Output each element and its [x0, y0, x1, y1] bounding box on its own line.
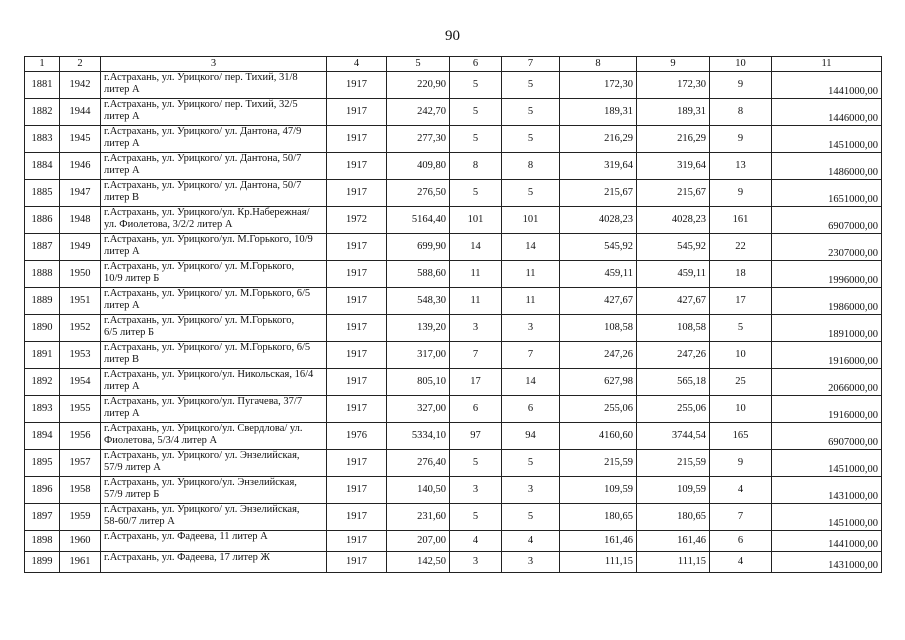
quantity-cell: 5 [450, 504, 502, 531]
row-number-cell: 1895 [25, 450, 60, 477]
area-cell: 409,80 [387, 153, 450, 180]
quantity-cell: 3 [450, 315, 502, 342]
cost-cell: 6907000,00 [772, 207, 882, 234]
address-cell: г.Астрахань, ул. Урицкого/ ул. Энзелийская, 58-60/7 литер А [101, 504, 327, 531]
address-cell: г.Астрахань, ул. Урицкого/ул. Свердлова/ ул. Фиолетова, 5/3/4 литер А [101, 423, 327, 450]
table-row [25, 288, 882, 315]
area-cell: 108,58 [637, 315, 710, 342]
table-row [25, 552, 882, 573]
count-cell: 25 [710, 369, 772, 396]
object-id-cell: 1959 [60, 504, 101, 531]
area-cell: 242,70 [387, 99, 450, 126]
object-id-cell: 1954 [60, 369, 101, 396]
area-cell: 317,00 [387, 342, 450, 369]
quantity-cell: 14 [502, 234, 560, 261]
count-cell: 165 [710, 423, 772, 450]
object-id-cell: 1946 [60, 153, 101, 180]
row-number-cell: 1890 [25, 315, 60, 342]
area-cell: 180,65 [637, 504, 710, 531]
column-header: 3 [101, 57, 327, 72]
area-cell: 247,26 [637, 342, 710, 369]
area-cell: 220,90 [387, 72, 450, 99]
count-cell: 13 [710, 153, 772, 180]
area-cell: 109,59 [560, 477, 637, 504]
address-cell: г.Астрахань, ул. Урицкого/ ул. Дантона, 47/9 литер А [101, 126, 327, 153]
quantity-cell: 8 [450, 153, 502, 180]
address-cell: г.Астрахань, ул. Урицкого/ул. Никольская, 16/4 литер А [101, 369, 327, 396]
table-row [25, 153, 882, 180]
quantity-cell: 5 [502, 72, 560, 99]
count-cell: 4 [710, 552, 772, 573]
cost-cell: 1451000,00 [772, 126, 882, 153]
object-id-cell: 1953 [60, 342, 101, 369]
area-cell: 172,30 [560, 72, 637, 99]
address-cell: г.Астрахань, ул. Фадеева, 11 литер А [101, 531, 327, 552]
quantity-cell: 14 [450, 234, 502, 261]
year-cell: 1917 [327, 72, 387, 99]
address-cell: г.Астрахань, ул. Урицкого/ ул. М.Горького, 6/5 литер В [101, 342, 327, 369]
area-cell: 565,18 [637, 369, 710, 396]
cost-cell: 6907000,00 [772, 423, 882, 450]
row-number-cell: 1899 [25, 552, 60, 573]
cost-cell: 1651000,00 [772, 180, 882, 207]
row-number-cell: 1896 [25, 477, 60, 504]
count-cell: 5 [710, 315, 772, 342]
year-cell: 1917 [327, 126, 387, 153]
quantity-cell: 11 [502, 261, 560, 288]
year-cell: 1917 [327, 504, 387, 531]
area-cell: 4160,60 [560, 423, 637, 450]
address-cell: г.Астрахань, ул. Урицкого/ ул. Энзелийская, 57/9 литер А [101, 450, 327, 477]
area-cell: 545,92 [637, 234, 710, 261]
table-row [25, 504, 882, 531]
count-cell: 10 [710, 342, 772, 369]
quantity-cell: 5 [502, 126, 560, 153]
count-cell: 18 [710, 261, 772, 288]
address-cell: г.Астрахань, ул. Урицкого/ул. Кр.Набережная/ ул. Фиолетова, 3/2/2 литер А [101, 207, 327, 234]
area-cell: 627,98 [560, 369, 637, 396]
object-id-cell: 1944 [60, 99, 101, 126]
count-cell: 9 [710, 180, 772, 207]
column-header: 11 [772, 57, 882, 72]
row-number-cell: 1881 [25, 72, 60, 99]
row-number-cell: 1886 [25, 207, 60, 234]
object-id-cell: 1952 [60, 315, 101, 342]
column-header: 10 [710, 57, 772, 72]
row-number-cell: 1893 [25, 396, 60, 423]
cost-cell: 1431000,00 [772, 552, 882, 573]
table-row [25, 423, 882, 450]
quantity-cell: 5 [450, 126, 502, 153]
area-cell: 142,50 [387, 552, 450, 573]
quantity-cell: 101 [450, 207, 502, 234]
row-number-cell: 1888 [25, 261, 60, 288]
quantity-cell: 5 [450, 450, 502, 477]
table-row [25, 315, 882, 342]
object-id-cell: 1961 [60, 552, 101, 573]
address-cell: г.Астрахань, ул. Урицкого/ул. Энзелийская, 57/9 литер Б [101, 477, 327, 504]
quantity-cell: 3 [450, 477, 502, 504]
count-cell: 9 [710, 72, 772, 99]
quantity-cell: 4 [450, 531, 502, 552]
cost-cell: 1451000,00 [772, 504, 882, 531]
row-number-cell: 1891 [25, 342, 60, 369]
quantity-cell: 11 [450, 288, 502, 315]
area-cell: 319,64 [637, 153, 710, 180]
area-cell: 108,58 [560, 315, 637, 342]
area-cell: 172,30 [637, 72, 710, 99]
area-cell: 255,06 [637, 396, 710, 423]
area-cell: 5334,10 [387, 423, 450, 450]
object-id-cell: 1955 [60, 396, 101, 423]
area-cell: 276,40 [387, 450, 450, 477]
year-cell: 1917 [327, 396, 387, 423]
object-id-cell: 1945 [60, 126, 101, 153]
quantity-cell: 8 [502, 153, 560, 180]
count-cell: 7 [710, 504, 772, 531]
year-cell: 1972 [327, 207, 387, 234]
area-cell: 805,10 [387, 369, 450, 396]
year-cell: 1917 [327, 450, 387, 477]
quantity-cell: 3 [502, 315, 560, 342]
table-row [25, 531, 882, 552]
area-cell: 5164,40 [387, 207, 450, 234]
object-id-cell: 1956 [60, 423, 101, 450]
year-cell: 1917 [327, 261, 387, 288]
row-number-cell: 1898 [25, 531, 60, 552]
area-cell: 4028,23 [637, 207, 710, 234]
header-row [25, 57, 882, 72]
table-row [25, 180, 882, 207]
quantity-cell: 5 [502, 450, 560, 477]
area-cell: 111,15 [560, 552, 637, 573]
area-cell: 545,92 [560, 234, 637, 261]
row-number-cell: 1894 [25, 423, 60, 450]
count-cell: 17 [710, 288, 772, 315]
quantity-cell: 5 [450, 180, 502, 207]
count-cell: 4 [710, 477, 772, 504]
object-id-cell: 1948 [60, 207, 101, 234]
table-row [25, 477, 882, 504]
object-id-cell: 1947 [60, 180, 101, 207]
object-id-cell: 1951 [60, 288, 101, 315]
column-header: 2 [60, 57, 101, 72]
quantity-cell: 4 [502, 531, 560, 552]
quantity-cell: 7 [450, 342, 502, 369]
area-cell: 255,06 [560, 396, 637, 423]
table-row [25, 369, 882, 396]
area-cell: 319,64 [560, 153, 637, 180]
quantity-cell: 5 [450, 72, 502, 99]
area-cell: 277,30 [387, 126, 450, 153]
address-cell: г.Астрахань, ул. Урицкого/ пер. Тихий, 32/5 литер А [101, 99, 327, 126]
quantity-cell: 6 [502, 396, 560, 423]
quantity-cell: 3 [502, 552, 560, 573]
area-cell: 231,60 [387, 504, 450, 531]
area-cell: 215,67 [637, 180, 710, 207]
year-cell: 1917 [327, 552, 387, 573]
area-cell: 189,31 [560, 99, 637, 126]
object-id-cell: 1942 [60, 72, 101, 99]
table-row [25, 99, 882, 126]
area-cell: 140,50 [387, 477, 450, 504]
object-id-cell: 1949 [60, 234, 101, 261]
cost-cell: 2307000,00 [772, 234, 882, 261]
row-number-cell: 1883 [25, 126, 60, 153]
area-cell: 216,29 [637, 126, 710, 153]
quantity-cell: 5 [502, 180, 560, 207]
area-cell: 4028,23 [560, 207, 637, 234]
quantity-cell: 11 [502, 288, 560, 315]
row-number-cell: 1889 [25, 288, 60, 315]
area-cell: 215,59 [637, 450, 710, 477]
quantity-cell: 94 [502, 423, 560, 450]
cost-cell: 1916000,00 [772, 396, 882, 423]
count-cell: 9 [710, 126, 772, 153]
row-number-cell: 1885 [25, 180, 60, 207]
object-id-cell: 1957 [60, 450, 101, 477]
quantity-cell: 7 [502, 342, 560, 369]
quantity-cell: 17 [450, 369, 502, 396]
address-cell: г.Астрахань, ул. Урицкого/ул. М.Горького, 10/9 литер А [101, 234, 327, 261]
area-cell: 247,26 [560, 342, 637, 369]
count-cell: 10 [710, 396, 772, 423]
quantity-cell: 14 [502, 369, 560, 396]
address-cell: г.Астрахань, ул. Урицкого/ ул. Дантона, 50/7 литер А [101, 153, 327, 180]
object-id-cell: 1960 [60, 531, 101, 552]
area-cell: 161,46 [637, 531, 710, 552]
area-cell: 111,15 [637, 552, 710, 573]
count-cell: 9 [710, 450, 772, 477]
cost-cell: 1891000,00 [772, 315, 882, 342]
year-cell: 1917 [327, 288, 387, 315]
row-number-cell: 1892 [25, 369, 60, 396]
column-header: 8 [560, 57, 637, 72]
address-cell: г.Астрахань, ул. Урицкого/ ул. Дантона, 50/7 литер В [101, 180, 327, 207]
table-row [25, 261, 882, 288]
area-cell: 207,00 [387, 531, 450, 552]
column-header: 7 [502, 57, 560, 72]
address-cell: г.Астрахань, ул. Урицкого/ ул. М.Горького, 6/5 литер А [101, 288, 327, 315]
count-cell: 6 [710, 531, 772, 552]
address-cell: г.Астрахань, ул. Урицкого/ пер. Тихий, 31/8 литер А [101, 72, 327, 99]
cost-cell: 1441000,00 [772, 72, 882, 99]
address-cell: г.Астрахань, ул. Фадеева, 17 литер Ж [101, 552, 327, 573]
row-number-cell: 1897 [25, 504, 60, 531]
quantity-cell: 5 [502, 99, 560, 126]
area-cell: 699,90 [387, 234, 450, 261]
row-number-cell: 1884 [25, 153, 60, 180]
row-number-cell: 1887 [25, 234, 60, 261]
area-cell: 215,59 [560, 450, 637, 477]
year-cell: 1917 [327, 315, 387, 342]
table-body [25, 72, 882, 573]
cost-cell: 1986000,00 [772, 288, 882, 315]
column-header: 1 [25, 57, 60, 72]
cost-cell: 1996000,00 [772, 261, 882, 288]
cost-cell: 1446000,00 [772, 99, 882, 126]
year-cell: 1917 [327, 531, 387, 552]
year-cell: 1917 [327, 234, 387, 261]
cost-cell: 2066000,00 [772, 369, 882, 396]
area-cell: 189,31 [637, 99, 710, 126]
area-cell: 588,60 [387, 261, 450, 288]
year-cell: 1917 [327, 99, 387, 126]
page-number: 90 [445, 28, 460, 44]
year-cell: 1976 [327, 423, 387, 450]
area-cell: 161,46 [560, 531, 637, 552]
table-row [25, 207, 882, 234]
area-cell: 548,30 [387, 288, 450, 315]
count-cell: 8 [710, 99, 772, 126]
table-row [25, 342, 882, 369]
area-cell: 327,00 [387, 396, 450, 423]
table-row [25, 396, 882, 423]
column-header: 9 [637, 57, 710, 72]
cost-cell: 1916000,00 [772, 342, 882, 369]
address-cell: г.Астрахань, ул. Урицкого/ул. Пугачева, 37/7 литер А [101, 396, 327, 423]
column-header: 5 [387, 57, 450, 72]
year-cell: 1917 [327, 180, 387, 207]
quantity-cell: 6 [450, 396, 502, 423]
address-cell: г.Астрахань, ул. Урицкого/ ул. М.Горького, 10/9 литер Б [101, 261, 327, 288]
area-cell: 459,11 [560, 261, 637, 288]
area-cell: 427,67 [637, 288, 710, 315]
table-row [25, 72, 882, 99]
cost-cell: 1431000,00 [772, 477, 882, 504]
housing-register-table [24, 56, 882, 573]
year-cell: 1917 [327, 342, 387, 369]
quantity-cell: 3 [450, 552, 502, 573]
quantity-cell: 97 [450, 423, 502, 450]
year-cell: 1917 [327, 369, 387, 396]
cost-cell: 1441000,00 [772, 531, 882, 552]
quantity-cell: 5 [502, 504, 560, 531]
row-number-cell: 1882 [25, 99, 60, 126]
cost-cell: 1486000,00 [772, 153, 882, 180]
area-cell: 459,11 [637, 261, 710, 288]
quantity-cell: 101 [502, 207, 560, 234]
quantity-cell: 11 [450, 261, 502, 288]
area-cell: 180,65 [560, 504, 637, 531]
object-id-cell: 1950 [60, 261, 101, 288]
area-cell: 3744,54 [637, 423, 710, 450]
area-cell: 109,59 [637, 477, 710, 504]
area-cell: 215,67 [560, 180, 637, 207]
area-cell: 276,50 [387, 180, 450, 207]
object-id-cell: 1958 [60, 477, 101, 504]
table-row [25, 450, 882, 477]
year-cell: 1917 [327, 153, 387, 180]
quantity-cell: 3 [502, 477, 560, 504]
count-cell: 22 [710, 234, 772, 261]
count-cell: 161 [710, 207, 772, 234]
table-row [25, 126, 882, 153]
cost-cell: 1451000,00 [772, 450, 882, 477]
column-header: 4 [327, 57, 387, 72]
column-header: 6 [450, 57, 502, 72]
table-row [25, 234, 882, 261]
year-cell: 1917 [327, 477, 387, 504]
address-cell: г.Астрахань, ул. Урицкого/ ул. М.Горького, 6/5 литер Б [101, 315, 327, 342]
quantity-cell: 5 [450, 99, 502, 126]
area-cell: 139,20 [387, 315, 450, 342]
area-cell: 216,29 [560, 126, 637, 153]
area-cell: 427,67 [560, 288, 637, 315]
